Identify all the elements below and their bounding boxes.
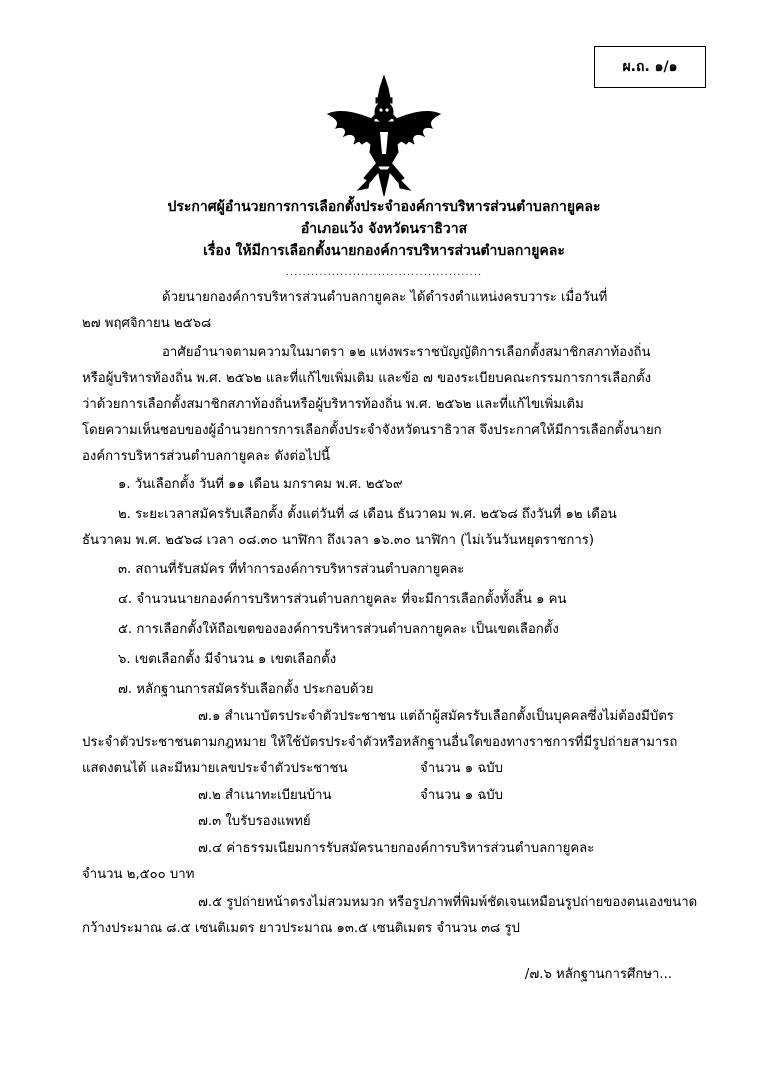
garuda-emblem-icon bbox=[324, 74, 444, 198]
item-2-line-2: ธันวาคม พ.ศ. ๒๕๖๘ เวลา ๐๘.๓๐ นาฬิกา ถึงเวลา ๑๖.๓๐ นาฬิกา (ไม่เว้นวันหยุดราชการ) bbox=[82, 533, 594, 548]
subitem-7-4-line-2: จำนวน ๒,๕๐๐ บาท bbox=[82, 867, 195, 882]
paragraph-2-line-2: หรือผู้บริหารท้องถิ่น พ.ศ. ๒๕๖๒ และที่แก้ไขเพิ่มเติม และข้อ ๗ ของระเบียบคณะกรรมการการเลือกตั้ง bbox=[82, 371, 652, 386]
subitem-7-2: ๗.๒ สำเนาทะเบียนบ้าน bbox=[198, 788, 332, 803]
item-5: ๕. การเลือกตั้งให้ถือเขตขององค์การบริหารส่วนตำบลกายูคละ เป็นเขตเลือกตั้ง bbox=[118, 622, 559, 637]
subitem-7-4-line-1: ๗.๔ ค่าธรรมเนียมการรับสมัครนายกองค์การบริหารส่วนตำบลกายูคละ bbox=[198, 841, 595, 856]
subitem-7-1-line-2: ประจำตัวประชาชนตามกฎหมาย ให้ใช้บัตรประจำตัวหรือหลักฐานอื่นใดของทางราชการที่มีรูปถ่ายสามารถ bbox=[82, 735, 678, 750]
header-title: ประกาศผู้อำนวยการการเลือกตั้งประจำองค์การบริหารส่วนตำบลกายูคละ bbox=[167, 199, 601, 215]
subitem-7-5-line-1: ๗.๕ รูปถ่ายหน้าตรงไม่สวมหมวก หรือรูปภาพที่พิมพ์ชัดเจนเหมือนรูปถ่ายของตนเองขนาด bbox=[198, 895, 698, 910]
continuation-note: /๗.๖ หลักฐานการศึกษา... bbox=[524, 967, 672, 982]
item-3: ๓. สถานที่รับสมัคร ที่ทำการองค์การบริหารส่วนตำบลกายูคละ bbox=[118, 562, 465, 577]
subitem-7-3: ๗.๓ ใบรับรองแพทย์ bbox=[198, 814, 311, 829]
paragraph-1-line-2: ๒๗ พฤศจิกายน ๒๕๖๘ bbox=[82, 316, 212, 331]
paragraph-2-line-3: ว่าด้วยการเลือกตั้งสมาชิกสภาท้องถิ่นหรือผู้บริหารท้องถิ่น พ.ศ. ๒๕๖๒ และที่แก้ไขเพิ่มเติม bbox=[82, 397, 584, 412]
subitem-7-1-line-1: ๗.๑ สำเนาบัตรประจำตัวประชาชน แต่ถ้าผู้สมัครรับเลือกตั้งเป็นบุคคลซึ่งไม่ต้องมีบัตร bbox=[198, 709, 674, 724]
header-divider: ............................................... bbox=[285, 267, 483, 278]
subitem-7-1-count: จำนวน ๑ ฉบับ bbox=[420, 761, 504, 776]
item-6: ๖. เขตเลือกตั้ง มีจำนวน ๑ เขตเลือกตั้ง bbox=[118, 652, 337, 667]
subitem-7-2-count: จำนวน ๑ ฉบับ bbox=[420, 788, 504, 803]
header-district: อำเภอแว้ง จังหวัดนราธิวาส bbox=[300, 221, 468, 237]
paragraph-2-line-4: โดยความเห็นชอบของผู้อำนวยการการเลือกตั้งประจำจังหวัดนราธิวาส จึงประกาศให้มีการเลือกตั้งนายก bbox=[82, 423, 662, 438]
form-code: ผ.ถ. ๑/๑ bbox=[622, 59, 678, 75]
item-7: ๗. หลักฐานการสมัครรับเลือกตั้ง ประกอบด้วย bbox=[118, 682, 374, 697]
item-2-line-1: ๒. ระยะเวลาสมัครรับเลือกตั้ง ตั้งแต่วันที่ ๘ เดือน ธันวาคม พ.ศ. ๒๕๖๘ ถึงวันที่ ๑๒ เดือน bbox=[118, 507, 617, 522]
item-1: ๑. วันเลือกตั้ง วันที่ ๑๑ เดือน มกราคม พ.ศ. ๒๕๖๙ bbox=[118, 477, 403, 492]
paragraph-2-line-1: อาศัยอำนาจตามความในมาตรา ๑๒ แห่งพระราชบัญญัติการเลือกตั้งสมาชิกสภาท้องถิ่น bbox=[162, 345, 651, 360]
subitem-7-5-line-2: กว้างประมาณ ๘.๕ เซนติเมตร ยาวประมาณ ๑๓.๕ เซนติเมตร จำนวน ๓๘ รูป bbox=[82, 921, 520, 936]
header-subject: เรื่อง ให้มีการเลือกตั้งนายกองค์การบริหารส่วนตำบลกายูคละ bbox=[203, 243, 565, 259]
form-code-box bbox=[594, 46, 706, 88]
subitem-7-1-line-3: แสดงตนได้ และมีหมายเลขประจำตัวประชาชน bbox=[82, 761, 348, 776]
paragraph-1-line-1: ด้วยนายกองค์การบริหารส่วนตำบลกายูคละ ได้ดำรงตำแหน่งครบวาระ เมื่อวันที่ bbox=[162, 290, 608, 305]
item-4: ๔. จำนวนนายกองค์การบริหารส่วนตำบลกายูคละ ที่จะมีการเลือกตั้งทั้งสิ้น ๑ คน bbox=[118, 592, 567, 607]
paragraph-2-line-5: องค์การบริหารส่วนตำบลกายูคละ ดังต่อไปนี้ bbox=[82, 449, 330, 464]
